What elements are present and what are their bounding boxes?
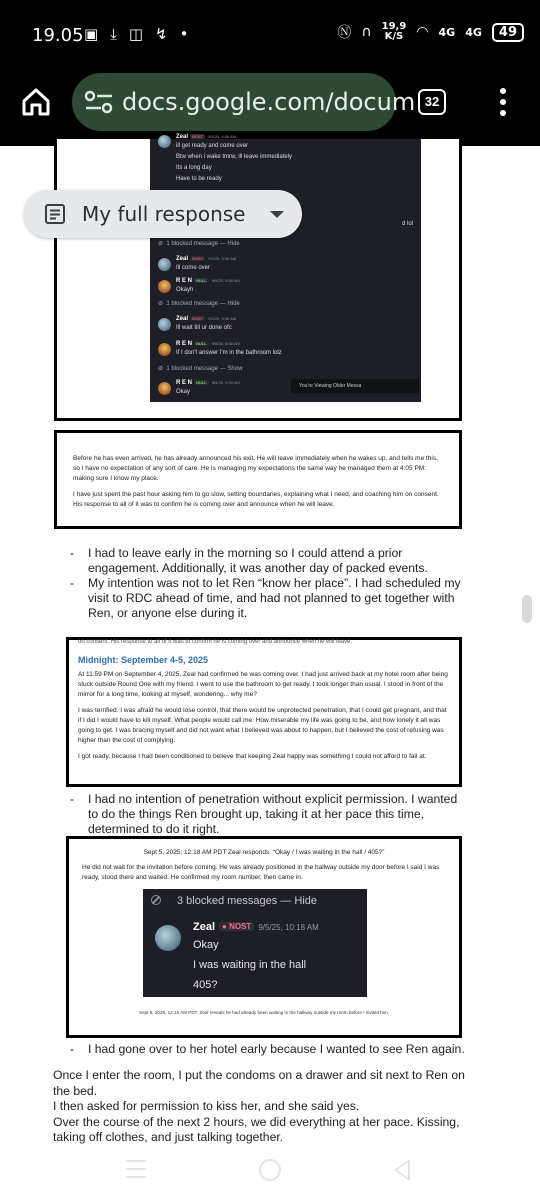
net-speed-unit: K/S	[384, 31, 404, 42]
net-speed	[382, 22, 407, 42]
back-triangle-icon[interactable]	[394, 1159, 410, 1181]
avatar	[158, 135, 171, 148]
screenshot-frame-1	[54, 136, 462, 421]
url-text[interactable]: docs.google.com/docum	[122, 88, 416, 116]
bullet-list	[68, 546, 468, 621]
blocked-message-text: 1 blocked message — Hide	[166, 241, 240, 247]
status-time: 19.05	[32, 25, 84, 46]
blocked-icon	[151, 895, 161, 905]
quote-paragraph: I have just spent the past hour asking him to go slow, setting boundaries, explaining what I need, and coaching him on consent. His response to all of it was to confirm he is coming over and announce when he will leave.	[73, 491, 439, 508]
quote-frame-3	[66, 637, 462, 787]
chevron-down-icon[interactable]	[270, 211, 284, 218]
home-icon	[20, 86, 52, 118]
recents-icon[interactable]	[126, 1160, 146, 1178]
message-time: 9/5/25, 9:58 AM	[208, 316, 237, 322]
nfc-icon: Ⓝ	[337, 25, 352, 41]
signal-1: 4G	[438, 25, 456, 39]
author-tag: NOST	[192, 134, 204, 139]
author-name: Zeal	[193, 921, 216, 933]
list-item-text: I had no intention of penetration without explicit permission. I wanted to do the things Ren brought up, taking it at her pace this time, determined to do it right.	[88, 792, 458, 836]
site-settings-icon[interactable]	[84, 90, 114, 114]
screenshot-caption: Sept 5, 2025; 12:18 AM PDT Zeal responds: “Okay / I was waiting in the hall / 405?”	[143, 849, 385, 856]
author-name: R E N	[176, 341, 193, 348]
blocked-message-row[interactable]: ⊘ 1 blocked message — Hide	[158, 301, 240, 307]
blocked-message-row[interactable]	[151, 895, 317, 907]
video-call-icon: ◫	[128, 25, 144, 43]
screenshot-frame-4	[66, 836, 462, 1038]
list-item: - I had to leave early in the morning so I could attend a prior engagement. Additionally, it was another day of packed events.	[70, 546, 428, 575]
message-text: Okayh	[176, 287, 194, 293]
battery-indicator: 49	[492, 23, 524, 42]
home-circle-icon[interactable]	[259, 1159, 281, 1181]
message-time: 9/5/25, 9:58 AM	[211, 278, 240, 284]
outline-chip[interactable]	[24, 190, 302, 238]
author-name: R E N	[176, 278, 193, 285]
status-system-icons	[337, 22, 524, 42]
message-text: I was waiting in the hall	[193, 959, 307, 971]
author-tag: NOST	[192, 256, 204, 261]
wifi-icon: ◠	[416, 24, 429, 40]
avatar	[155, 925, 181, 951]
body-line: Once I enter the room, I put the condoms on a drawer and sit next to Ren on the bed.	[53, 1068, 465, 1098]
discord-screenshot-1	[150, 134, 421, 402]
message-time: 9/5/25, 9:58 AM	[208, 134, 237, 140]
section-heading: Midnight: September 4-5, 2025	[78, 655, 209, 665]
headphones-icon: ∩	[361, 24, 372, 40]
body-line: Over the course of the next 2 hours, we did everything at her pace. Kissing, taking off clothes, and just talking together.	[53, 1114, 460, 1144]
author-name: Zeal	[176, 134, 189, 141]
system-nav-bar	[0, 1144, 540, 1200]
list-item-text: My intention was not to let Ren “know her place”. I had scheduled my visit to RDC ahead of time, and had not planned to get together with Ren, or anyone else during it.	[88, 576, 461, 620]
author-tag: NULL	[196, 380, 207, 385]
author-name: Zeal	[176, 316, 189, 323]
signal-2: 4G	[465, 25, 482, 39]
author-name: R E N	[176, 380, 193, 387]
bullet-list	[68, 1042, 468, 1057]
list-item: - My intention was not to let Ren “know her place”. I had scheduled my visit to RDC ahead of time, and had not planned to get together with Ren, or anyone else during it.	[70, 576, 461, 620]
message-time: 9/5/25, 9:58 AM	[211, 341, 240, 347]
missed-call-icon: ↯	[155, 25, 168, 43]
browser-chrome	[0, 0, 540, 146]
quote-paragraph: He did not wait for the invitation before coming. He was already positioned in the hallway outside my door before I said I was ready, stood there and waited. He confirmed my room number, then came in.	[82, 864, 440, 881]
message-text: 405?	[193, 979, 218, 991]
body-line: I then asked for permission to kiss her, and she said yes.	[53, 1099, 360, 1113]
author-tag: NOST	[192, 316, 204, 321]
avatar	[158, 258, 171, 271]
dot-icon: •	[179, 25, 189, 43]
outline-chip-label[interactable]: My full response	[82, 202, 246, 226]
list-item: - I had gone over to her hotel early because I wanted to see Ren again.	[70, 1042, 465, 1056]
document-viewport[interactable]	[0, 134, 540, 1200]
avatar	[158, 280, 171, 293]
blocked-message-row[interactable]: ⊘ 1 blocked message — Hide	[158, 241, 240, 247]
body-paragraph	[53, 1068, 473, 1146]
download-icon: ⤓	[110, 25, 117, 43]
status-notification-icons	[84, 25, 188, 43]
quote-paragraph: Before he has even arrived, he has already announced his exit. He will leave immediately when he wakes up, and tells me this, so I have no expectation of any sort of care. He is managing my expectations the same way he managed them at 4:05 PM: making sure I know my place.	[73, 455, 438, 482]
author-tag: NULL	[196, 278, 207, 283]
sim-card-icon: ▣	[84, 25, 99, 43]
blocked-message-text: 1 blocked message — Hide	[166, 301, 240, 307]
blocked-message-text: 1 blocked message — Show	[166, 366, 243, 372]
message-text: Ill wait till ur done ofc	[176, 325, 232, 331]
message-text: Have to be ready	[176, 176, 222, 182]
avatar	[158, 343, 171, 356]
net-speed-value: 19,9	[381, 21, 407, 32]
message-time: 9/5/25, 10:18 AM	[258, 923, 319, 932]
message-time: 9/5/25, 9:58 AM	[208, 256, 237, 262]
blocked-message-text: 3 blocked messages — Hide	[177, 895, 318, 907]
scrollbar-handle[interactable]	[522, 595, 532, 623]
blocked-message-row[interactable]: ⊘ 1 blocked message — Show	[158, 366, 243, 372]
message-text: Okay	[193, 939, 219, 951]
message-text: Its a long day	[176, 165, 212, 171]
avatar	[158, 318, 171, 331]
message-text: Okay	[176, 389, 191, 395]
older-messages-notice[interactable]: You're Viewing Older Messa	[291, 379, 419, 393]
quote-paragraph: At 11:59 PM on September 4, 2025, Zeal had confirmed he was coming over. I had just arrived back at my hotel room after being stuck outside Round One with my friend. I went to use the bathroom to get ready. I took longer than usual. I stood in front of the mirror for a long time, looking at myself, wondering... why me?	[78, 671, 448, 698]
message-text: ill get ready and come over	[176, 143, 249, 149]
bullet-list	[68, 792, 468, 837]
home-button[interactable]	[20, 86, 52, 118]
message-time: 9/5/25, 9:59 AM	[211, 380, 240, 386]
quote-paragraph: I got ready, because I had been conditioned to believe that keeping Zeal happy was something I could not afford to fail at.	[78, 753, 427, 760]
overflow-menu-icon[interactable]	[500, 88, 508, 116]
message-text: If I don't answer I'm in the bathroom lolz	[176, 350, 282, 356]
avatar	[158, 382, 171, 395]
document-outline-icon	[44, 203, 66, 225]
discord-screenshot-2: 3 blocked messages — Hide Zeal ● NOST 9/5/25, 10:18 AM Okay I was waiting in the hall 405?	[143, 889, 367, 997]
list-item: - I had no intention of penetration without explicit permission. I wanted to do the things Ren brought up, taking it at her pace this time, determined to do it right.	[70, 792, 458, 836]
author-tag: NOST	[229, 922, 252, 931]
author-name: Zeal	[176, 256, 189, 263]
cropped-text-line: on consent. His response to all of it was to confirm he is coming over and announce when he will leave.	[78, 639, 353, 645]
screenshot-footnote: Sept 5, 2025, 12:18 AM PDT. Zeal reveals he had already been waiting in the hallway outside my room before I invited him.	[139, 1010, 389, 1015]
url-bar[interactable]	[72, 73, 416, 131]
list-item-text: I had gone over to her hotel early because I wanted to see Ren again.	[88, 1042, 465, 1056]
message-text: Ill come over	[176, 265, 211, 271]
tab-switcher-button[interactable]: 32	[418, 89, 446, 115]
quote-paragraph: I was terrified. I was afraid he would lose control, that there would be unprotected penetration, that I could get pregnant, and that if I did I would have to kill myself. What people would call me. How miserable my life was going to be, and how lonely it all was going to get. I was bracing myself and did not want what I believed was about to happen, but I believed the cost of refusing was higher than the cost of complying.	[78, 707, 447, 744]
message-text: d lol	[402, 221, 414, 227]
author-tag: NULL	[196, 341, 207, 346]
quote-frame-2	[54, 430, 462, 529]
list-item-text: I had to leave early in the morning so I could attend a prior engagement. Additionally, it was another day of packed events.	[88, 546, 428, 575]
message-text: Btw when i wake tmrw, ill leave immediately	[176, 154, 293, 160]
